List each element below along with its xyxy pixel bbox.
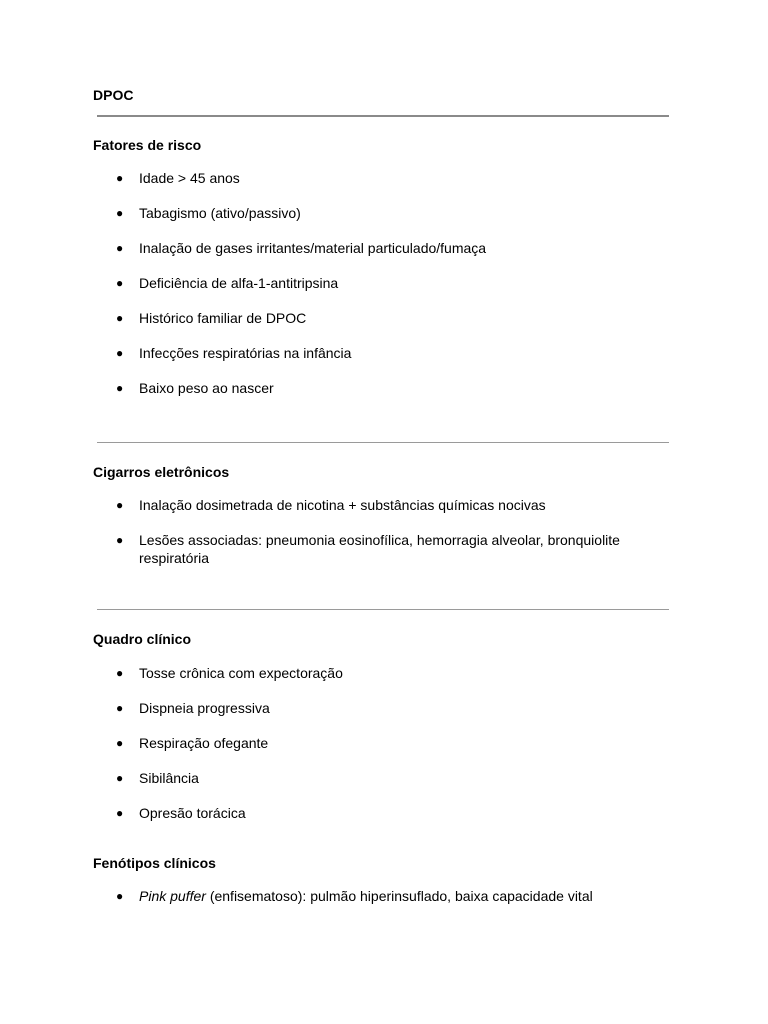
list-item: ● Dispneia progressiva	[116, 700, 270, 716]
list-item: ● Opresão torácica	[116, 805, 246, 821]
bullet-icon: ●	[116, 381, 124, 395]
clinical-picture-list	[93, 664, 673, 839]
e-cigarettes-list	[93, 496, 673, 584]
phenotype-name: Pink puffer	[139, 888, 206, 904]
bullet-icon: ●	[116, 241, 124, 255]
divider	[97, 115, 669, 117]
list-item: ● Idade > 45 anos	[116, 170, 240, 186]
bullet-icon: ●	[116, 346, 124, 360]
bullet-icon: ●	[116, 771, 124, 785]
section-heading-risk-factors: Fatores de risco	[93, 137, 202, 153]
bullet-icon: ●	[116, 533, 124, 547]
bullet-icon: ●	[116, 276, 124, 290]
list-item: ● Inalação de gases irritantes/material particulado/fumaça	[116, 240, 487, 256]
list-item: ● Sibilância	[116, 770, 199, 786]
bullet-icon: ●	[116, 806, 124, 820]
clinical-phenotypes-list	[93, 887, 673, 922]
risk-factors-list	[93, 169, 673, 414]
bullet-icon: ●	[116, 498, 124, 512]
section-heading-e-cigarettes: Cigarros eletrônicos	[93, 464, 230, 480]
section-heading-clinical-picture: Quadro clínico	[93, 631, 192, 647]
list-item: ● Histórico familiar de DPOC	[116, 310, 307, 326]
list-item: ● Baixo peso ao nascer	[116, 380, 274, 396]
bullet-icon: ●	[116, 206, 124, 220]
list-item: ● Deficiência de alfa-1-antitripsina	[116, 275, 339, 291]
bullet-icon: ●	[116, 171, 124, 185]
list-item: ● Respiração ofegante	[116, 735, 269, 751]
document-title: DPOC	[93, 87, 134, 103]
bullet-icon: ●	[116, 666, 124, 680]
list-item	[93, 887, 673, 905]
phenotype-description: (enfisematoso): pulmão hiperinsuflado, baixa capacidade vital	[205, 888, 593, 904]
bullet-icon: ●	[116, 889, 124, 903]
list-item: ● Tosse crônica com expectoração	[116, 665, 343, 681]
list-item: ● Lesões associadas: pneumonia eosinofílica, hemorragia alveolar, bronquiolite respiratória	[116, 532, 620, 566]
bullet-icon: ●	[116, 736, 124, 750]
list-item: ● Inalação dosimetrada de nicotina + substâncias químicas nocivas	[116, 497, 546, 513]
divider	[97, 609, 669, 610]
bullet-icon: ●	[116, 701, 124, 715]
divider	[97, 442, 669, 443]
list-item: ● Infecções respiratórias na infância	[116, 345, 352, 361]
bullet-icon: ●	[116, 311, 124, 325]
list-item: ● Tabagismo (ativo/passivo)	[116, 205, 301, 221]
section-heading-clinical-phenotypes: Fenótipos clínicos	[93, 855, 216, 871]
